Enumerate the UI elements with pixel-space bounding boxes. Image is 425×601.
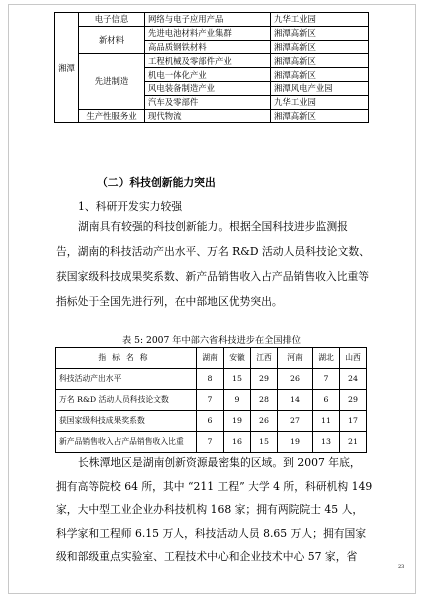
paragraph-line: 拥有高等院校 64 所，其中 “211 工程” 大学 4 所，科研机构 149: [56, 480, 373, 493]
product-cell: 风电装备制造产业: [145, 81, 271, 95]
base-cell: 湘潭风电产业园: [271, 81, 369, 95]
industry-group-cell: 新材料: [79, 26, 145, 54]
rank-value: 19: [278, 432, 313, 453]
industry-row: [55, 54, 369, 68]
product-cell: 先进电池材料产业集群: [145, 26, 271, 40]
province-header: 安徽: [224, 348, 251, 369]
section-heading: （二）科技创新能力突出: [97, 176, 216, 189]
paragraph-line: 家，大中型工业企业办科技机构 168 家；拥有两院院士 45 人，: [56, 503, 364, 516]
region-cell: 湘潭: [55, 13, 79, 123]
rank-row: [56, 411, 367, 432]
base-cell: 湘潭高新区: [271, 68, 369, 82]
rank-value: 7: [197, 390, 224, 411]
indicator-name: 新产品销售收入占产品销售收入比重: [56, 432, 197, 453]
industry-row: [55, 109, 369, 123]
page-number: 23: [398, 564, 405, 570]
paragraph-line: 科学家和工程师 6.15 万人，科技活动人员 8.65 万人；拥有国家: [56, 527, 367, 540]
rank-value: 26: [251, 411, 278, 432]
rank-value: 29: [251, 369, 278, 390]
rank-value: 9: [224, 390, 251, 411]
rank-value: 29: [340, 390, 367, 411]
province-header: 江西: [251, 348, 278, 369]
province-header: 湖北: [313, 348, 340, 369]
rank-value: 15: [224, 369, 251, 390]
product-cell: 网络与电子应用产品: [145, 13, 271, 27]
province-header: 山西: [340, 348, 367, 369]
industry-row: [55, 13, 369, 27]
base-cell: 湘潭高新区: [271, 26, 369, 40]
province-header: 河南: [278, 348, 313, 369]
product-cell: 现代物流: [145, 109, 271, 123]
indicator-name: 万名 R&D 活动人员科技论文数: [56, 390, 197, 411]
base-cell: 九华工业园: [271, 95, 369, 109]
rank-value: 17: [340, 411, 367, 432]
rank-value: 6: [197, 411, 224, 432]
base-cell: 湘潭高新区: [271, 40, 369, 54]
industry-group-cell: 电子信息: [79, 13, 145, 27]
rank-value: 6: [313, 390, 340, 411]
product-cell: 工程机械及零部件产业: [145, 54, 271, 68]
rank-value: 21: [340, 432, 367, 453]
rank-value: 14: [278, 390, 313, 411]
rank-value: 15: [251, 432, 278, 453]
rank-value: 7: [313, 369, 340, 390]
rank-value: 16: [224, 432, 251, 453]
rank-value: 11: [313, 411, 340, 432]
industry-row: [55, 26, 369, 40]
product-cell: 机电一体化产业: [145, 68, 271, 82]
sub-heading: 1、科研开发实力较强: [78, 200, 183, 213]
paragraph-line: 长株潭地区是湖南创新资源最密集的区域。到 2007 年底，: [78, 456, 361, 469]
paragraph-line: 指标处于全国先进行列，在中部地区优势突出。: [56, 295, 283, 308]
rank-value: 13: [313, 432, 340, 453]
product-cell: 高品质钢铁材料: [145, 40, 271, 54]
industry-group-cell: 先进制造: [79, 54, 145, 109]
base-cell: 湘潭高新区: [271, 54, 369, 68]
rank-value: 8: [197, 369, 224, 390]
industry-table: [54, 12, 369, 123]
rank-row: [56, 432, 367, 453]
rank-header-name: 指标名称: [56, 348, 197, 369]
indicator-name: 科技活动产出水平: [56, 369, 197, 390]
rank-value: 28: [251, 390, 278, 411]
paragraph-line: 湖南具有较强的科技创新能力。根据全国科技进步监测报: [78, 220, 348, 233]
rank-value: 19: [224, 411, 251, 432]
base-cell: 九华工业园: [271, 13, 369, 27]
rank-row: [56, 390, 367, 411]
table-caption: 表 5: 2007 年中部六省科技进步在全国排位: [122, 335, 301, 346]
industry-group-cell: 生产性服务业: [79, 109, 145, 123]
rank-value: 24: [340, 369, 367, 390]
province-header: 湖南: [197, 348, 224, 369]
rank-value: 7: [197, 432, 224, 453]
rank-value: 26: [278, 369, 313, 390]
paragraph-line: 级和部级重点实验室、工程技术中心和企业技术中心 57 家，省: [56, 550, 358, 563]
rank-table: [55, 347, 367, 453]
product-cell: 汽车及零部件: [145, 95, 271, 109]
rank-value: 27: [278, 411, 313, 432]
paragraph-line: 获国家级科技成果奖系数、新产品销售收入占产品销售收入比重等: [56, 270, 370, 283]
rank-row: [56, 369, 367, 390]
base-cell: 湘潭高新区: [271, 109, 369, 123]
indicator-name: 获国家级科技成果奖系数: [56, 411, 197, 432]
paragraph-line: 告，湖南的科技活动产出水平、万名 R&D 活动人员科技论文数、: [56, 245, 370, 258]
